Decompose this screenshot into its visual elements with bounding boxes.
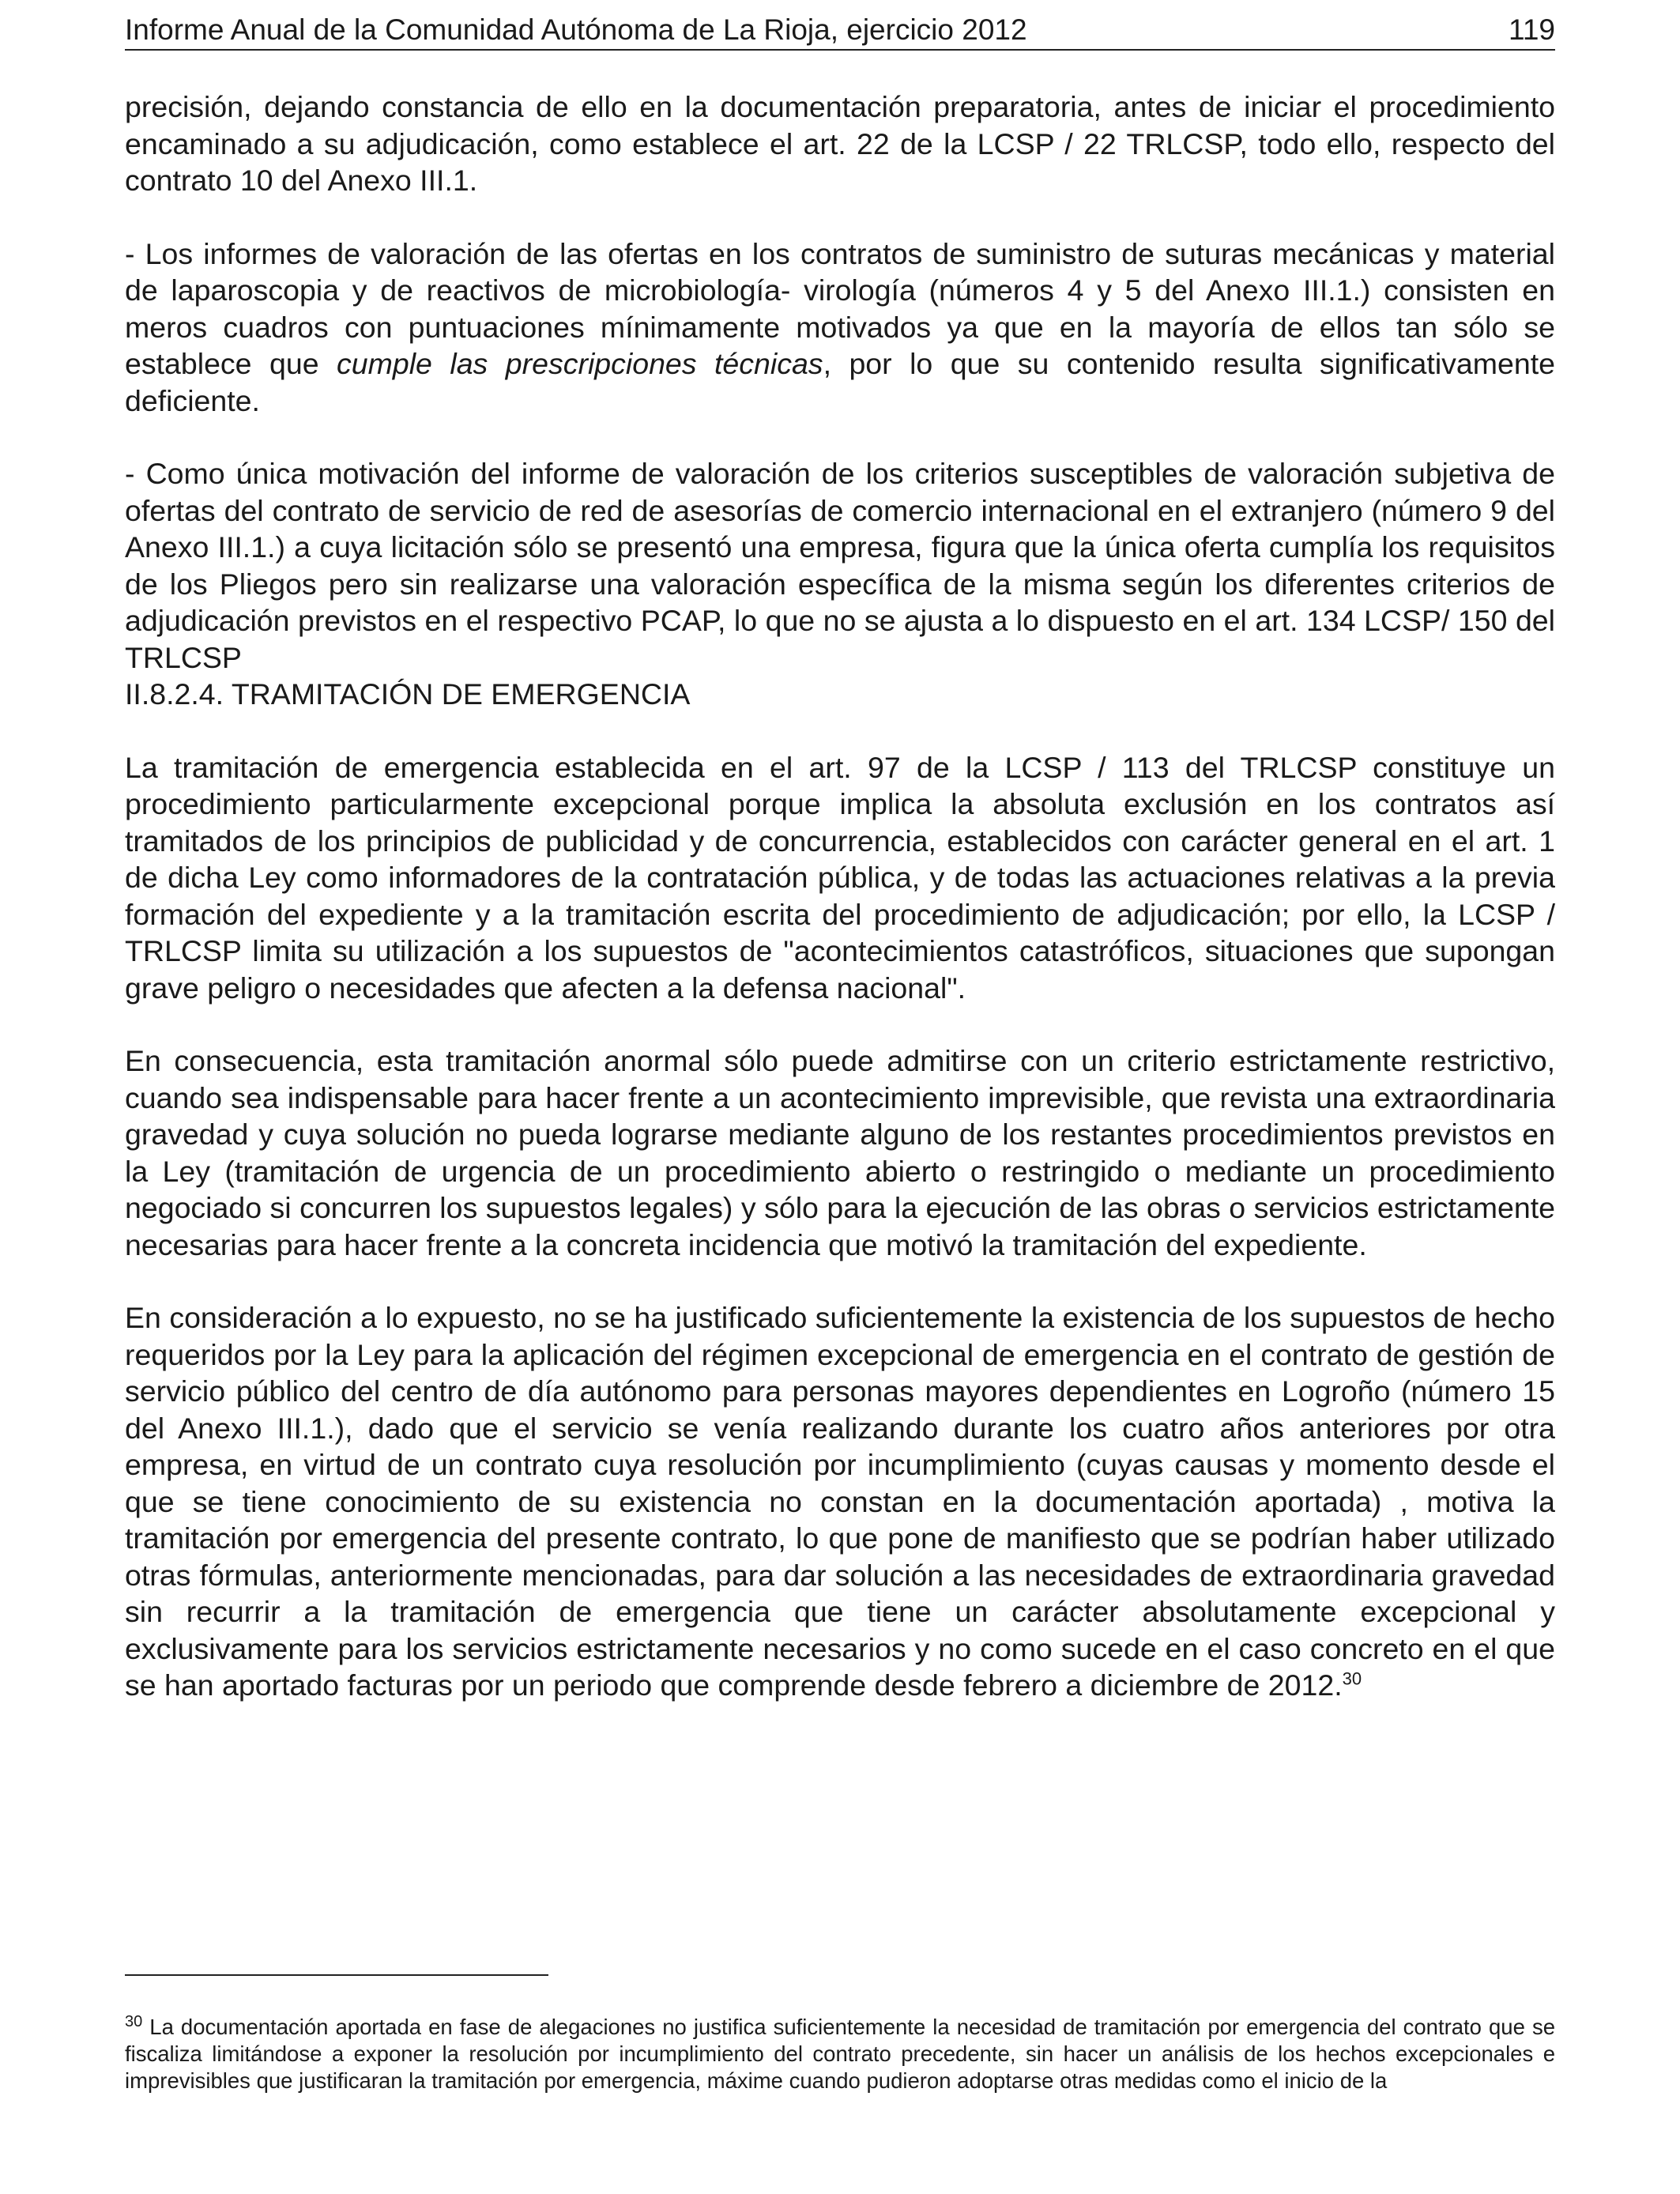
paragraph-text: - Los informes de valoración de las ofertas en los contratos de suministro de suturas mecánicas y material de laparoscopia y de reactivos de microbiología- virología (números 4 y 5 del Anexo III.1.) consisten en meros cuadros con puntuaciones mínimamente motivados ya que en la mayoría de ellos tan sólo se establece que [125, 236, 1555, 380]
paragraph-continuation: precisión, dejando constancia de ello en la documentación preparatoria, antes de iniciar el procedimiento encaminado a su adjudicación, como establece el art. 22 de la LCSP / 22 TRLCSP, todo ello, respecto del contrato 10 del Anexo III.1. [125, 90, 1555, 197]
footnote-reference[interactable]: 30 [1342, 1668, 1362, 1689]
paragraph-consequence: En consecuencia, esta tramitación anormal sólo puede admitirse con un criterio estrictamente restrictivo, cuando sea indispensable para hacer frente a un acontecimiento imprevisible, que revista una extraordinaria gravedad y cuya solución no pueda lograrse mediante alguno de los restantes procedimientos previstos en la Ley (tramitación de urgencia de un procedimiento abierto o restringido o mediante un procedimiento negociado si concurren los supuestos legales) y sólo para la ejecución de las obras o servicios estrictamente necesarias para hacer frente a la concreta incidencia que motivó la tramitación del expediente. [125, 1044, 1555, 1261]
page-header [125, 11, 1555, 51]
paragraph-motivation: - Como única motivación del informe de valoración de los criterios susceptibles de valoración subjetiva de ofertas del contrato de servicio de red de asesorías de comercio internacional en el extranjero (número 9 del Anexo III.1.) a cuya licitación sólo se presentó una empresa, figura que la única oferta cumplía los requisitos de los Pliegos pero sin realizarse una valoración específica de la misma según los diferentes criterios de adjudicación previstos en el respectivo PCAP, lo que no se ajusta a lo dispuesto en el art. 134 LCSP/ 150 del TRLCSP [125, 457, 1555, 674]
italic-quote: cumple las prescripciones técnicas [337, 347, 823, 380]
paragraph-text: , por lo que su contenido resulta significativamente deficiente. [125, 347, 1555, 417]
document-page [125, 0, 1555, 2194]
footnote-separator [125, 1974, 548, 1976]
paragraph-emergency-procedure: La tramitación de emergencia establecida en el art. 97 de la LCSP / 113 del TRLCSP constituye un procedimiento particularmente excepcional porque implica la absoluta exclusión en los contratos así tramitados de los principios de publicidad y de concurrencia, establecidos con carácter general en el art. 1 de dicha Ley como informadores de la contratación pública, y de todas las actuaciones relativas a la previa formación del expediente y a la tramitación escrita del procedimiento de adjudicación; por ello, la LCSP / TRLCSP limita su utilización a los supuestos de "acontecimientos catastróficos, situaciones que supongan grave peligro o necesidades que afecten a la defensa nacional". [125, 750, 1555, 1005]
page-number: 119 [1509, 13, 1555, 46]
footnote-number: 30 [125, 2012, 143, 2030]
paragraph-text: En consideración a lo expuesto, no se ha justificado suficientemente la existencia de los supuestos de hecho requeridos por la Ley para la aplicación del régimen excepcional de emergencia en el contrato de gestión de servicio público del centro de día autónomo para personas mayores dependientes en Logroño (número 15 del Anexo III.1.), dado que el servicio se venía realizando durante los cuatro años anteriores por otra empresa, en virtud de un contrato cuya resolución por incumplimiento (cuyas causas y momento desde el que se tiene conocimiento de su existencia no constan en la documentación aportada) , motiva la tramitación por emergencia del presente contrato, lo que pone de manifiesto que se podrían haber utilizado otras fórmulas, anteriormente mencionadas, para dar solución a las necesidades de extraordinaria gravedad sin recurrir a la tramitación de emergencia que tiene un carácter absolutamente excepcional y exclusivamente para los servicios estrictamente necesarios y no como sucede en el caso concreto en el que se han aportado facturas por un periodo que comprende desde febrero a diciembre de 2012. [125, 1301, 1555, 1702]
paragraph-valuation-reports [125, 236, 1555, 420]
footnote-text: La documentación aportada en fase de alegaciones no justifica suficientemente la necesidad de tramitación por emergencia del contrato que se fiscaliza limitándose a exponer la resolución por incumplimiento del contrato precedente, sin hacer un análisis de los hechos excepcionales e imprevisibles que justificaran la tramitación por emergencia, máxime cuando pudieron adoptarse otras medidas como el inicio de la [125, 2015, 1555, 2093]
paragraph-consideration [125, 1299, 1555, 1704]
footnote [125, 2014, 1555, 2094]
body-text [125, 89, 1555, 1704]
header-title: Informe Anual de la Comunidad Autónoma de La Rioja, ejercicio 2012 [125, 13, 1027, 46]
section-heading: II.8.2.4. TRAMITACIÓN DE EMERGENCIA [125, 677, 691, 711]
